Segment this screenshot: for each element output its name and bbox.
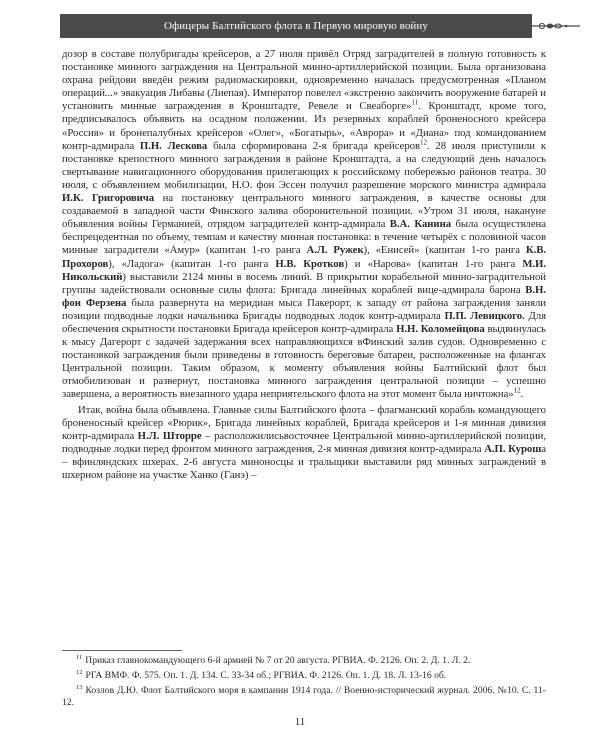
footnote-number: 11 xyxy=(76,653,83,661)
footnote-text: Козлов Д.Ю. Флот Балтийского моря в кампании 1914 года. // Военно-исторический журнал. 2006. №10. С. 11-12. xyxy=(62,685,546,708)
text-run: была сформирована 2-я бригада крейсеров xyxy=(207,139,420,152)
person-name: К.В. Прохоров xyxy=(62,244,546,270)
text-run: а – вфинляндских шхерах. 2-6 августа миноносцы и тральщики выставили ряд минных заграждений в шхерном районе на участке Ханко (Ганэ) – xyxy=(62,442,546,481)
person-name: И.К. Григоровича xyxy=(62,192,155,205)
running-header xyxy=(0,14,600,40)
person-name: Н.Л. Шторре xyxy=(137,429,202,442)
page-number: 11 xyxy=(294,716,306,728)
text-run: ) выставили 2124 мины в восемь линий. В прикрытии корабельной минно-заградительной группы задействовали основные силы флота: Бригада линейных кораблей вице-адмирала барона xyxy=(62,270,546,296)
person-name: Н.В. Кротков xyxy=(275,257,345,270)
text-run: . Кронштадт, кроме того, предписывалось объявить на осадном положении. Из резервных кораблей броненосного крейсера «Россия» и бронепалубных крейсеров «Олег», «Богатырь», «Аврора» и «Диана» под командованием контр-адмирала xyxy=(62,100,546,152)
paragraph xyxy=(62,404,546,483)
text-run: Для обеспечения скрытности постановки Бригада крейсеров контр-адмирала xyxy=(62,309,546,335)
person-name: М.И. Никольский xyxy=(62,257,547,283)
header-title: Офицеры Балтийского флота в Первую мировую войну xyxy=(163,20,429,32)
text-run: Итак, война была объявлена. Главные силы Балтийского флота – флагманский корабль командующего броненосный крейсер «Рюрик», Бригада линейных кораблей, Бригада крейсеров и 1-я минная дивизия контр-адмирала xyxy=(62,403,546,442)
text-run: ), «Ладога» (капитан 1-го ранга xyxy=(108,257,276,270)
footnotes xyxy=(62,650,546,712)
body-text xyxy=(62,48,546,482)
footnote xyxy=(62,655,546,667)
text-run: была осуществлена беспрецедентная по объему, темпам и качеству минная постановка: в течение четырёх с половиной часов минные заградители «Амур» (капитан 1-го ранга xyxy=(62,218,546,257)
person-name: В.Н. фон Ферзена xyxy=(62,283,546,309)
text-run: . 28 июля приступили к постановке крепостного минного заграждения в районе Кронштадта, а на следующий день началось свертывание навигационного оборудования прилегающих к российскому побережью районов театра. 30 июля, с объявлением мобилизации, Н.О. фон Эссен получил разрешение морского министра адмирала xyxy=(62,139,547,191)
footnote xyxy=(62,685,546,709)
footnote-ref: 12 xyxy=(513,386,521,395)
paragraph xyxy=(62,48,546,402)
person-name: Н.Н. Коломейцова xyxy=(396,322,485,335)
text-run: на постановку центрального минного заграждения, в качестве основы для создаваемой в западной части Финского залива оборонительной позиции. «Утром 31 июля, накануне объявления войны Германией, отрядом заградителей контр-адмирала xyxy=(62,192,546,231)
text-run: ), «Енисей» (капитан 1-го ранга xyxy=(363,244,526,257)
footnote-ref: 11 xyxy=(411,98,419,107)
text-run: . xyxy=(520,388,524,401)
footnote-number: 13 xyxy=(76,683,83,691)
footnote-text: Приказ главнокомандующего 6-й армией № 7 от 20 августа. РГВИА. Ф. 2126. Оп. 2. Д. 1. Л. 2. xyxy=(85,655,471,666)
person-name: А.П. Курош xyxy=(484,442,542,455)
person-name: А.Л. Ружек xyxy=(306,244,364,257)
person-name: П.Н. Лескова xyxy=(139,139,208,152)
text-run: – расположилисьвосточнее Центральной минно-артиллерийской позиции, подводные лодки перед фронтом минного заграждения, 2-я минная дивизия контр-адмирала xyxy=(62,429,547,455)
person-name: В.А. Канина xyxy=(389,218,452,231)
text-run: выдвинулась к мысу Дагерорт с задачей задержания всех направляющихся вФинский залив судов. Одновременно с постановкой заграждения были приведены в готовность береговые батареи, расположенные на флангах Центральной позиции. Таким образом, к моменту объявления войны Балтийский флот был отмобилизован и развернут, постановка минного заграждения центральной позиции – успешно завершена, а вероятность внезапного удара неприятельского флота на этот момент была ничтожна» xyxy=(62,322,546,401)
text-run: дозор в составе полубригады крейсеров, а 27 июля привёл Отряд заградителей в полную готовность к постановке минного заграждения на Центральной минно-артиллерийской позиции. Была организована охрана рейдови введён режим радиомаскировки, одновременно началась предусмотренная «Планом операций...» эвакуация Либавы (Лиепая). Император повелел «экстренно закончить вооружение батарей и установить минные заграждения в Кронштадте, Ревеле и Свеаборге» xyxy=(62,48,546,113)
person-name: П.П. Левицкого. xyxy=(444,309,525,322)
header-ornament-icon xyxy=(532,20,592,32)
footnote-number: 12 xyxy=(76,668,83,676)
text-run: ) и «Нарова» (капитан 1-го ранга xyxy=(344,257,523,270)
text-run: была развернута на меридиан мыса Пакерорт, к западу от района заграждения заняли позиции подводные лодки начальника Бригады подводных лодок контр-адмирала xyxy=(62,296,547,322)
footnote-rule xyxy=(62,650,182,651)
footnote xyxy=(62,670,546,682)
footnote-ref: 12 xyxy=(420,138,427,147)
footnote-text: РГА ВМФ. Ф. 575. Оп. 1. Д. 134. С. 33-34 об.; РГВИА. Ф. 2126. Оп. 1. Д. 18. Л. 13-16 об. xyxy=(85,670,447,681)
